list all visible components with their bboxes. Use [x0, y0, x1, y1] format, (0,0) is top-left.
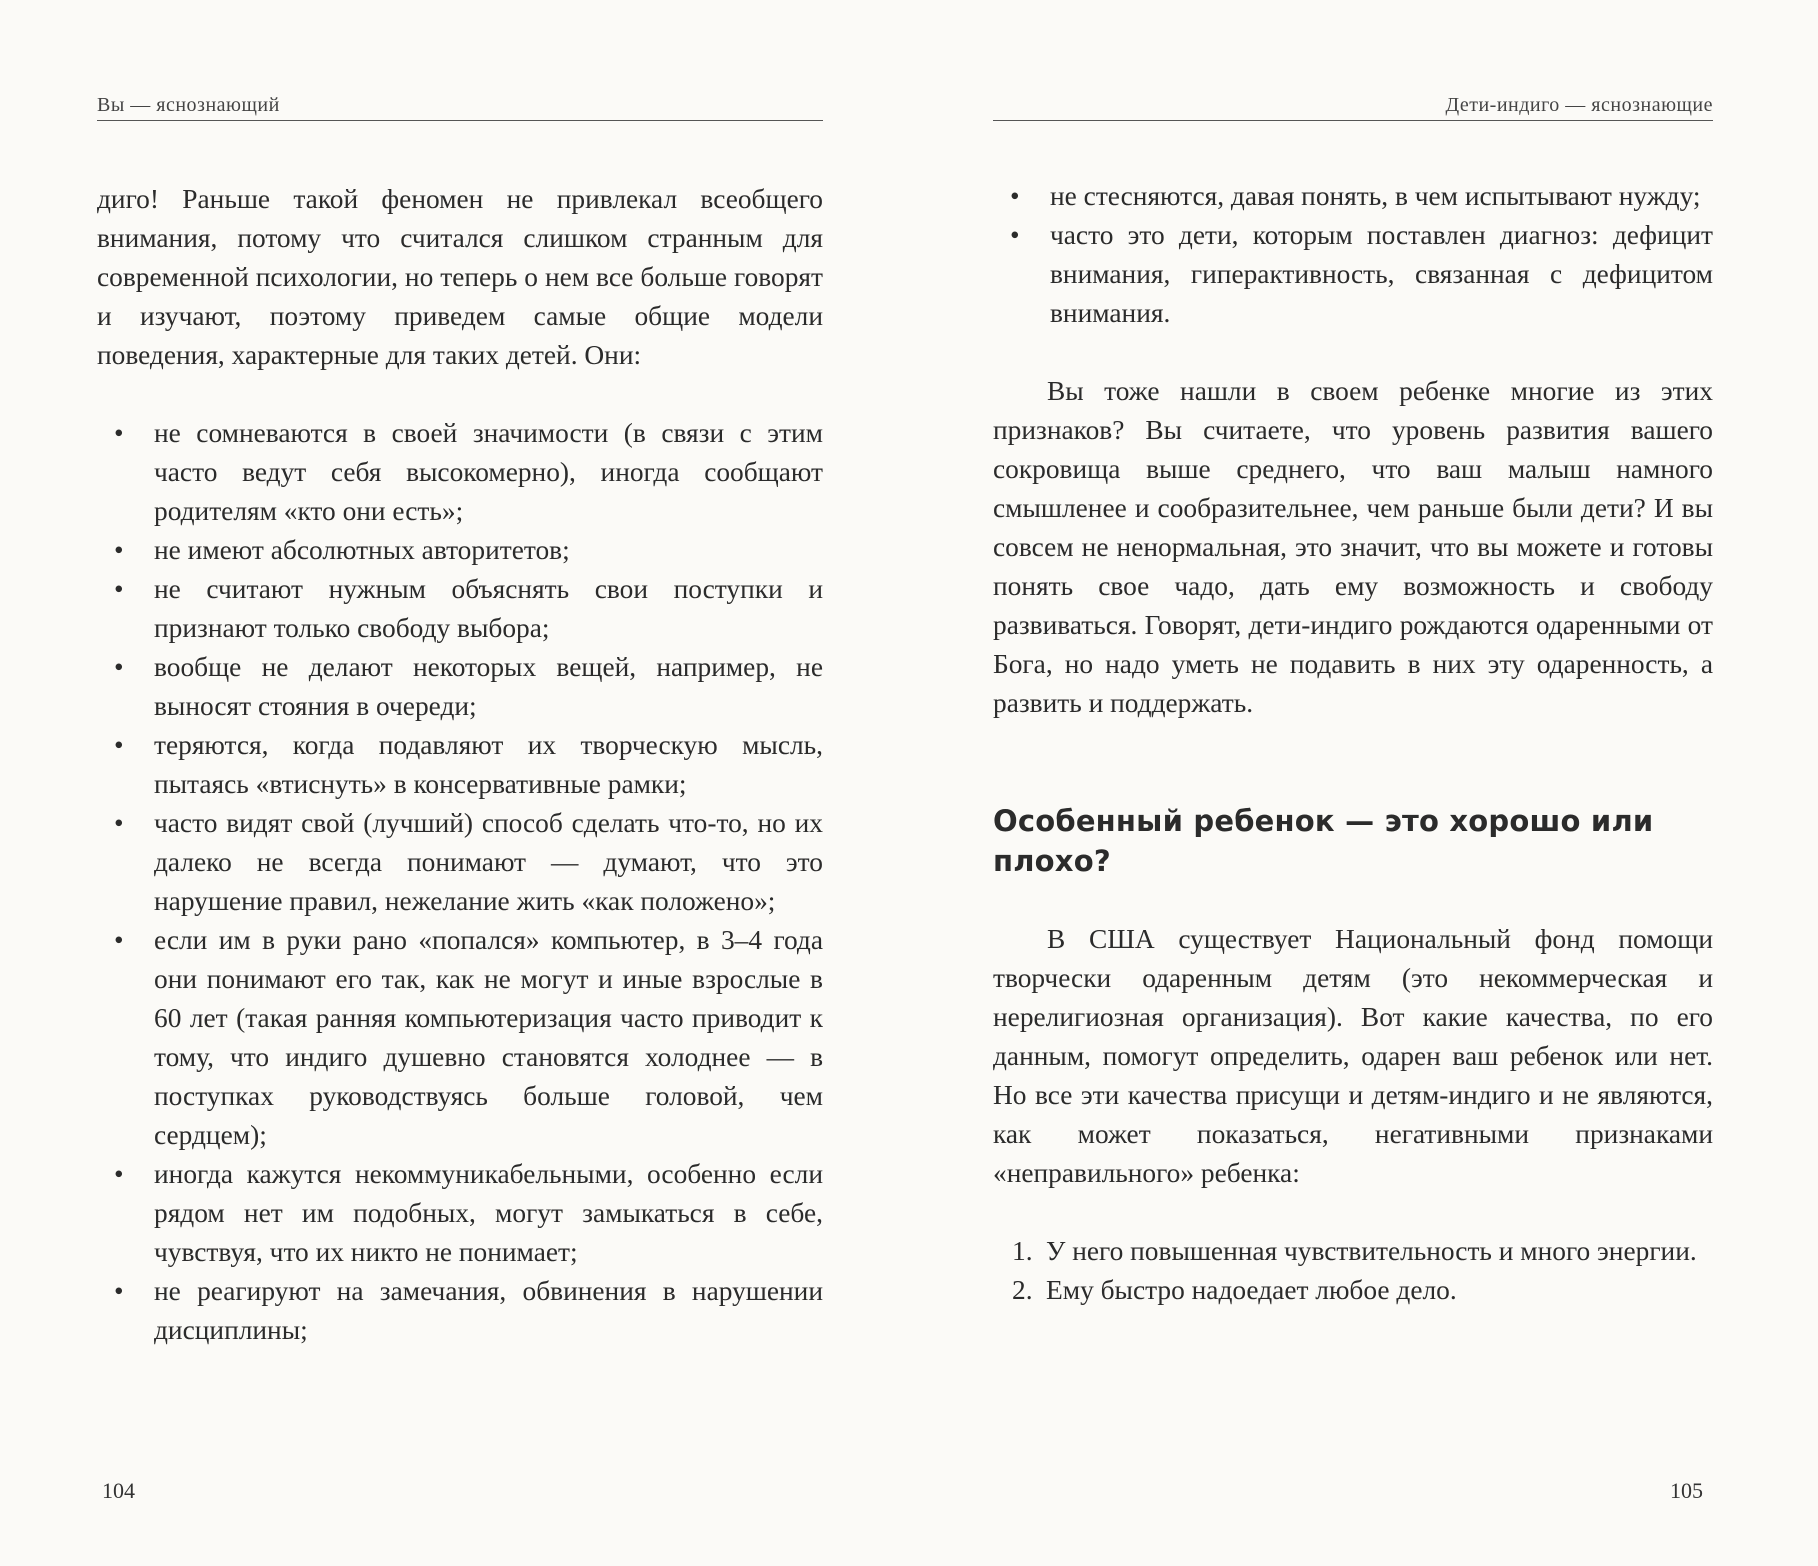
behavior-list-continued [993, 177, 1713, 333]
bullet-icon: • [114, 418, 124, 448]
bullet-icon: • [114, 808, 124, 838]
bullet-icon: • [114, 574, 124, 604]
list-item: • часто это дети, которым поставлен диагноз: дефицит внимания, гиперактивность, связанная с дефицитом внимания. [993, 216, 1713, 333]
page-number-left: 104 [102, 1478, 135, 1503]
right-page [993, 0, 1713, 1566]
list-number: 1. [1012, 1236, 1033, 1266]
body-paragraph: Вы тоже нашли в своем ребенке многие из этих признаков? Вы считаете, что уровень развития вашего сокровища выше среднего, что ваш малыш намного смышленее и сообразительнее, чем раньше были дети? И вы совсем не ненормальная, это значит, что вы можете и готовы понять свое чадо, дать ему возможность и свободу развиваться. Говорят, дети-индиго рождаются одаренными от Бога, но надо уметь не подавить в них эту одаренность, а развить и поддержать. [993, 376, 1713, 718]
list-item: • не реагируют на замечания, обвинения в нарушении дисциплины; [97, 1272, 823, 1350]
intro-paragraph: диго! Раньше такой феномен не привлекал всеобщего внимания, потому что считался слишком странным для современной психологии, но теперь о нем все больше говорят и изучают, поэтому приведем самые общие модели поведения, характерные для таких детей. Они: [97, 184, 823, 370]
qualities-list [993, 1232, 1713, 1310]
behavior-list [97, 414, 823, 1350]
body-paragraph: В США существует Национальный фонд помощи творчески одаренным детям (это некоммерческая и нерелигиозная организация). Вот какие качества, по его данным, помогут определить, одарен ваш ребенок или нет. Но все эти качества присущи и детям-индиго и не являются, как может показаться, негативными признаками «неправильного» ребенка: [993, 924, 1713, 1188]
list-item: • иногда кажутся некоммуникабельными, особенно если рядом нет им подобных, могут замыкаться в себе, чувствуя, что их никто не понимает; [97, 1155, 823, 1272]
list-item: • не считают нужным объяснять свои поступки и признают только свободу выбора; [97, 570, 823, 648]
section-heading: Особенный ребенок — это хорошо или плохо? [993, 804, 1654, 878]
list-item: • если им в руки рано «попался» компьютер, в 3–4 года они понимают его так, как не могут и иные взрослые в 60 лет (такая ранняя компьютеризация часто приводит к тому, что индиго душевно становятся холоднее — в поступках руководствуясь больше головой, чем сердцем); [97, 921, 823, 1155]
running-head-right: Дети-индиго — яснознающие [993, 90, 1713, 121]
list-item: • часто видят свой (лучший) способ сделать что-то, но их далеко не всегда понимают — думают, что это нарушение правил, нежелание жить «как положено»; [97, 804, 823, 921]
list-item: • не стесняются, давая понять, в чем испытывают нужду; [993, 177, 1713, 216]
bullet-icon: • [114, 1276, 124, 1306]
bullet-icon: • [1010, 220, 1020, 250]
right-page-body [993, 177, 1713, 1310]
bullet-icon: • [114, 925, 124, 955]
bullet-icon: • [1010, 181, 1020, 211]
list-item: • теряются, когда подавляют их творческую мысль, пытаясь «втиснуть» в консервативные рамки; [97, 726, 823, 804]
page-number-right: 105 [1670, 1478, 1703, 1503]
left-page-body [97, 180, 823, 1350]
list-item: • вообще не делают некоторых вещей, например, не выносят стояния в очереди; [97, 648, 823, 726]
left-page [97, 0, 823, 1566]
bullet-icon: • [114, 1159, 124, 1189]
list-item: • не сомневаются в своей значимости (в связи с этим часто ведут себя высокомерно), иногда сообщают родителям «кто они есть»; [97, 414, 823, 531]
bullet-icon: • [114, 730, 124, 760]
bullet-icon: • [114, 652, 124, 682]
running-head-left: Вы — яснознающий [97, 90, 823, 121]
bullet-icon: • [114, 535, 124, 565]
list-item: 1. У него повышенная чувствительность и много энергии. [993, 1232, 1713, 1271]
list-number: 2. [1012, 1275, 1033, 1305]
list-item: 2. Ему быстро надоедает любое дело. [993, 1271, 1713, 1310]
list-item: • не имеют абсолютных авторитетов; [97, 531, 823, 570]
